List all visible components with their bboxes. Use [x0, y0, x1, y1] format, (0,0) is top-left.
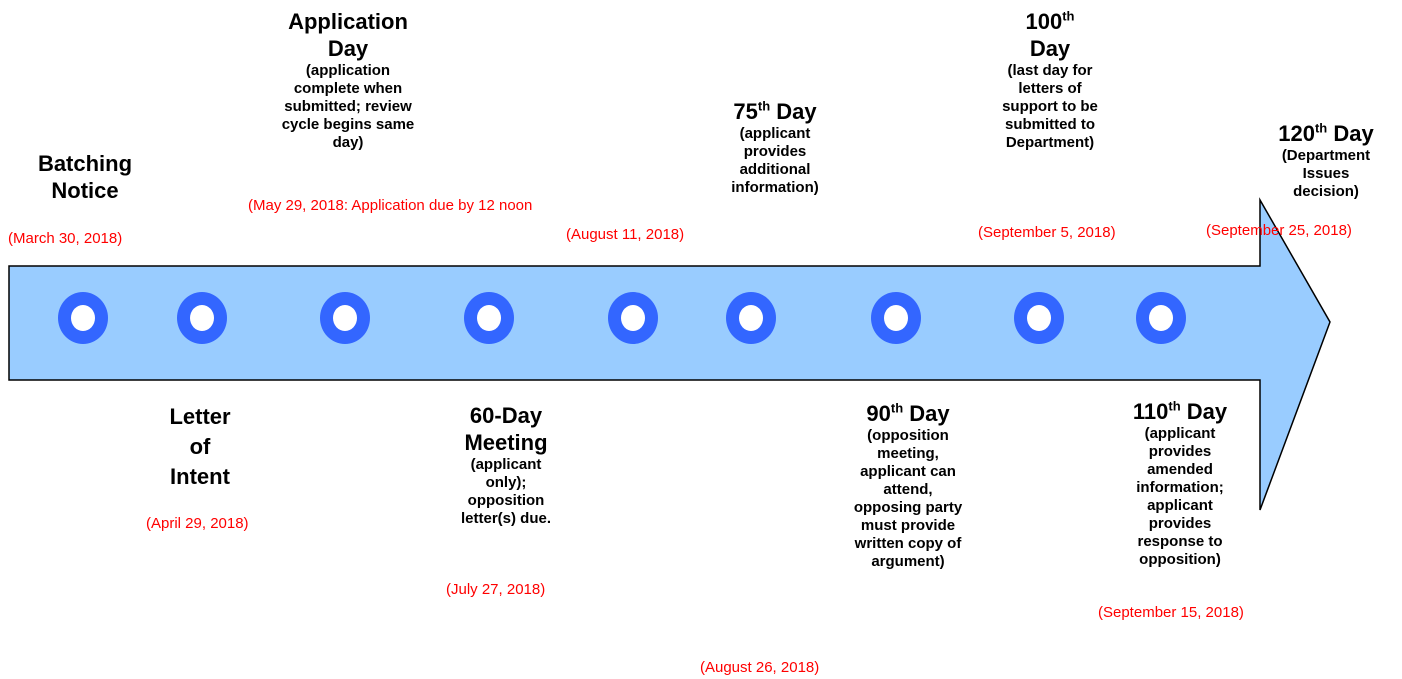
- application-day-label: [268, 8, 428, 152]
- timeline-marker-icon: [871, 292, 921, 344]
- application-day-title: Application Day: [288, 9, 408, 61]
- day75-number: 75: [733, 99, 758, 124]
- timeline-marker-icon: [177, 292, 227, 344]
- day90-note: (opposition meeting, applicant can attend, opposing party must provide written copy of argument): [853, 427, 963, 570]
- day110-label: [1110, 398, 1250, 569]
- timeline-marker-hole: [477, 305, 501, 331]
- day60-date: (July 27, 2018): [446, 581, 546, 598]
- day90-number: 90: [866, 401, 891, 426]
- letter-of-intent-label: [160, 402, 240, 492]
- day120-date: (September 25, 2018): [1206, 222, 1352, 239]
- day120-suffix: th: [1314, 120, 1328, 136]
- day100-heading: [985, 8, 1115, 62]
- day100-number: 100: [1025, 9, 1063, 34]
- timeline-marker-hole: [333, 305, 357, 331]
- timeline-marker-hole: [190, 305, 214, 331]
- timeline-marker-hole: [739, 305, 763, 331]
- day120-word: Day: [1333, 121, 1374, 146]
- day60-note: (applicant only); opposition letter(s) due.: [460, 456, 551, 527]
- application-day-note: (application complete when submitted; review cycle begins same day): [281, 62, 415, 151]
- day110-date: (September 15, 2018): [1098, 604, 1244, 621]
- timeline-marker-icon: [320, 292, 370, 344]
- timeline-marker-icon: [726, 292, 776, 344]
- day120-note: (Department Issues decision): [1281, 147, 1371, 200]
- timeline-marker-icon: [1014, 292, 1064, 344]
- day110-heading: [1110, 398, 1250, 425]
- letter-of-intent-title: Letter of Intent: [169, 404, 231, 489]
- day60-label: [446, 402, 566, 528]
- day90-date: (August 26, 2018): [700, 659, 820, 676]
- timeline-marker-hole: [1027, 305, 1051, 331]
- day100-label: [985, 8, 1115, 152]
- day90-heading: [843, 400, 973, 427]
- timeline-marker-icon: [1136, 292, 1186, 344]
- day120-label: [1262, 120, 1390, 201]
- timeline-marker-icon: [464, 292, 514, 344]
- timeline-marker-icon: [58, 292, 108, 344]
- day60-title: 60-Day Meeting: [464, 403, 548, 455]
- day100-word: Day: [1029, 36, 1071, 61]
- day75-note: (applicant provides additional information): [731, 125, 819, 196]
- day100-date: (September 5, 2018): [978, 224, 1116, 241]
- timeline-marker-icon: [608, 292, 658, 344]
- day75-date: (August 11, 2018): [566, 226, 685, 243]
- day75-word: Day: [776, 99, 817, 124]
- day110-number: 110: [1132, 399, 1169, 424]
- day120-number: 120: [1278, 121, 1315, 146]
- batching-notice-date: (March 30, 2018): [8, 230, 123, 247]
- batching-notice-label: [20, 150, 150, 204]
- day100-suffix: th: [1062, 8, 1075, 24]
- application-day-date: (May 29, 2018: Application due by 12 noon: [248, 197, 533, 214]
- day90-word: Day: [909, 401, 950, 426]
- day75-heading: [700, 98, 850, 125]
- day75-label: [700, 98, 850, 197]
- day110-note: (applicant provides amended information; applicant provides response to opposition): [1136, 425, 1224, 568]
- timeline-marker-hole: [71, 305, 95, 331]
- timeline-marker-hole: [1149, 305, 1173, 331]
- day120-heading: [1262, 120, 1390, 147]
- day75-suffix: th: [757, 98, 771, 114]
- batching-notice-title: Batching Notice: [37, 151, 133, 203]
- day90-suffix: th: [890, 400, 904, 416]
- timeline-marker-hole: [621, 305, 645, 331]
- letter-of-intent-date: (April 29, 2018): [146, 515, 249, 532]
- day90-label: [843, 400, 973, 571]
- timeline-marker-hole: [884, 305, 908, 331]
- day110-suffix: th: [1168, 398, 1181, 414]
- day100-note: (last day for letters of support to be submitted to Department): [1002, 62, 1098, 151]
- day110-word: Day: [1186, 399, 1228, 424]
